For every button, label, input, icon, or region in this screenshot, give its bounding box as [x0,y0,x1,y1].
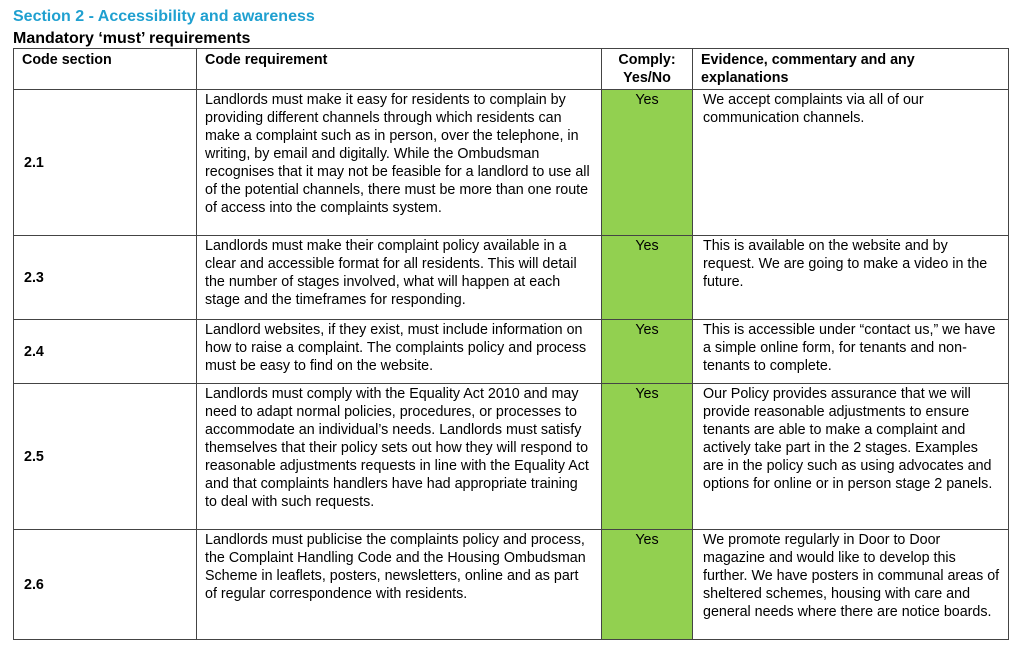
comply-cell: Yes [602,384,693,530]
code-section-cell: 2.1 [14,90,197,236]
table-row [14,90,1009,236]
subtitle: Mandatory ‘must’ requirements [13,30,251,47]
table-header-row [14,49,1009,90]
code-section-cell: 2.3 [14,236,197,320]
header-comply: Comply: Yes/No [602,49,693,90]
table-row [14,236,1009,320]
code-requirement-cell: Landlords must publicise the complaints policy and process, the Complaint Handling Code and the Housing Ombudsman Scheme in leaflets, posters, newsletters, online and as part of regular correspondence with residents. [197,530,602,640]
section-title: Section 2 - Accessibility and awareness [13,8,315,25]
code-requirement-cell: Landlords must make their complaint policy available in a clear and accessible format for all residents. This will detail the number of stages involved, what will happen at each stage and the timeframes for responding. [197,236,602,320]
header-code-requirement: Code requirement [197,49,602,90]
code-section-cell: 2.6 [14,530,197,640]
header-evidence: Evidence, commentary and any explanations [693,49,1009,90]
comply-cell: Yes [602,236,693,320]
evidence-cell: Our Policy provides assurance that we will provide reasonable adjustments to ensure tenants are able to make a complaint and actively take part in the 2 stages. Examples are in the policy such as using advocates and options for online or in person stage 2 panels. [693,384,1009,530]
table-row [14,384,1009,530]
comply-cell: Yes [602,530,693,640]
comply-cell: Yes [602,320,693,384]
evidence-cell: This is accessible under “contact us,” we have a simple online form, for tenants and non- tenants to complete. [693,320,1009,384]
table-row [14,530,1009,640]
code-requirement-cell: Landlord websites, if they exist, must include information on how to raise a complaint. The complaints policy and process must be easy to find on the website. [197,320,602,384]
code-section-cell: 2.4 [14,320,197,384]
evidence-cell: This is available on the website and by request. We are going to make a video in the future. [693,236,1009,320]
code-requirement-cell: Landlords must comply with the Equality Act 2010 and may need to adapt normal policies, procedures, or processes to accommodate an individual’s needs. Landlords must satisfy themselves that their policy sets out how they will respond to reasonable adjustments requests in line with the Equality Act and that complaints handlers have had appropriate training to deal with such requests. [197,384,602,530]
table-row [14,320,1009,384]
evidence-cell: We accept complaints via all of our communication channels. [693,90,1009,236]
comply-cell: Yes [602,90,693,236]
evidence-cell: We promote regularly in Door to Door magazine and would like to develop this further. We have posters in communal areas of sheltered schemes, housing with care and general needs where there are notice boards. [693,530,1009,640]
header-code-section: Code section [14,49,197,90]
code-requirement-cell: Landlords must make it easy for residents to complain by providing different channels through which residents can make a complaint such as in person, over the telephone, in writing, by email and digitally. While the Ombudsman recognises that it may not be feasible for a landlord to use all of the potential channels, there must be more than one route of access into the complaints system. [197,90,602,236]
code-section-cell: 2.5 [14,384,197,530]
requirements-table [13,48,1009,640]
